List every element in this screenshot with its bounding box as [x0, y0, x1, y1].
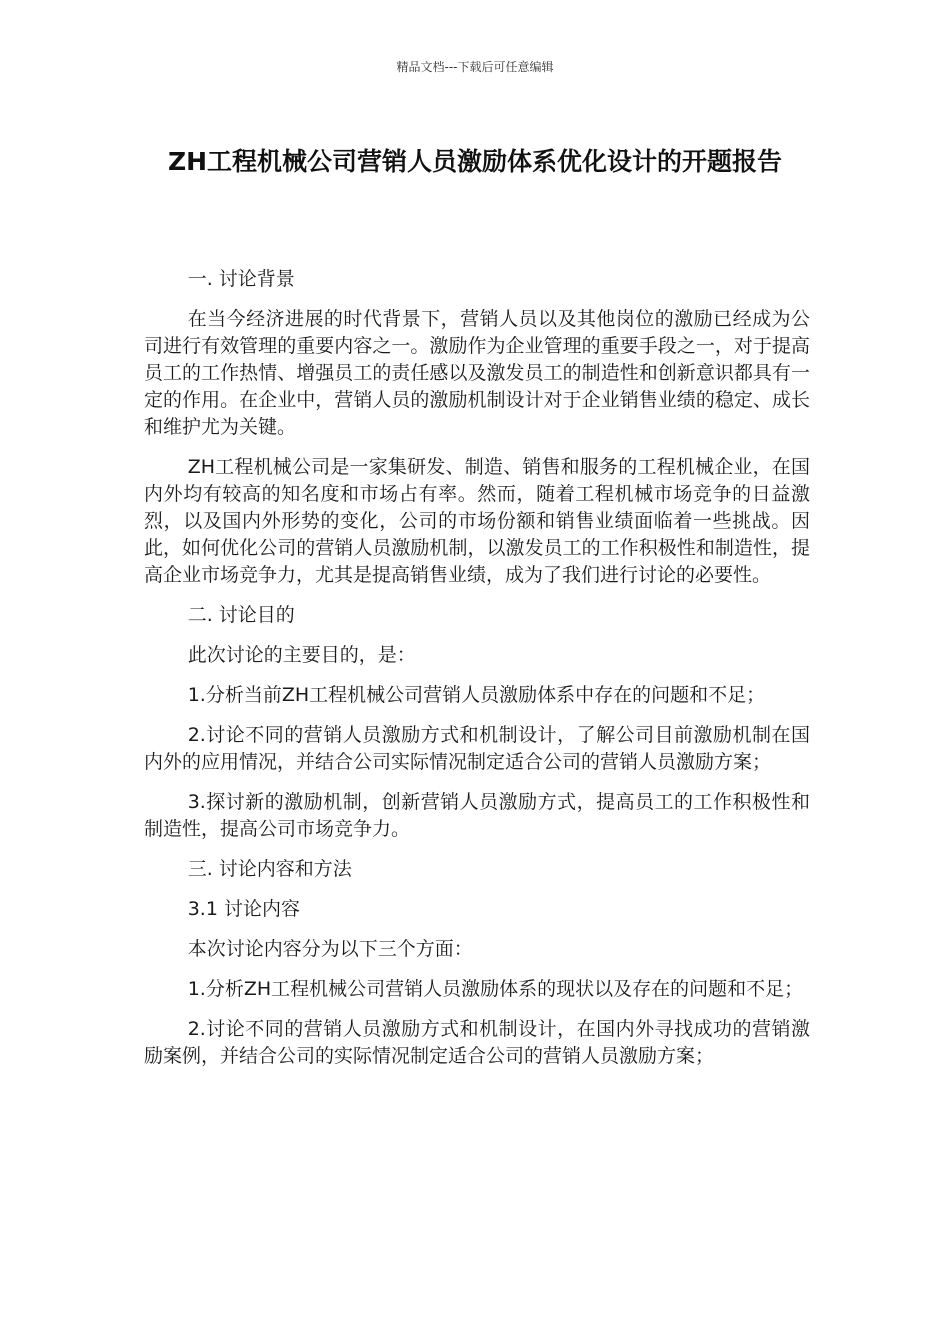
list-item: 1.分析ZH工程机械公司营销人员激励体系的现状以及存在的问题和不足；: [187, 978, 804, 1000]
subsection-heading: 3.1 讨论内容: [187, 898, 300, 920]
section-heading-background: 一. 讨论背景: [187, 268, 295, 290]
document-body: [144, 266, 810, 1083]
page-header: 精品文档---下载后可任意编辑: [396, 60, 554, 74]
list-item: 1.分析当前ZH工程机械公司营销人员激励体系中存在的问题和不足；: [187, 684, 766, 706]
section-heading-content-method: 三. 讨论内容和方法: [187, 858, 352, 880]
paragraph: ZH工程机械公司是一家集研发、制造、销售和服务的工程机械企业，在国内外均有较高的知名度和市场占有率。然而，随着工程机械市场竞争的日益激烈，以及国内外形势的变化，公司的市场份额和销售业绩面临着一些挑战。因此，如何优化公司的营销人员激励机制，以激发员工的工作积极性和制造性，提高企业市场竞争力，尤其是提高销售业绩，成为了我们进行讨论的必要性。: [144, 456, 810, 586]
paragraph: 在当今经济进展的时代背景下，营销人员以及其他岗位的激励已经成为公司进行有效管理的重要内容之一。激励作为企业管理的重要手段之一，对于提高员工的工作热情、增强员工的责任感以及激发员工的制造性和创新意识都具有一定的作用。在企业中，营销人员的激励机制设计对于企业销售业绩的稳定、成长和维护尤为关键。: [144, 308, 810, 438]
list-item: 2.讨论不同的营销人员激励方式和机制设计，了解公司目前激励机制在国内外的应用情况，并结合公司实际情况制定适合公司的营销人员激励方案；: [144, 724, 810, 773]
section-heading-purpose: 二. 讨论目的: [187, 604, 295, 626]
paragraph: 本次讨论内容分为以下三个方面：: [187, 938, 473, 960]
list-item: 3.探讨新的激励机制，创新营销人员激励方式，提高员工的工作积极性和制造性，提高公司市场竞争力。: [144, 791, 810, 840]
list-item: 2.讨论不同的营销人员激励方式和机制设计，在国内外寻找成功的营销激励案例，并结合公司的实际情况制定适合公司的营销人员激励方案；: [144, 1018, 810, 1067]
paragraph: 此次讨论的主要目的，是：: [187, 644, 416, 666]
document-title: ZH工程机械公司营销人员激励体系优化设计的开题报告: [167, 147, 783, 176]
